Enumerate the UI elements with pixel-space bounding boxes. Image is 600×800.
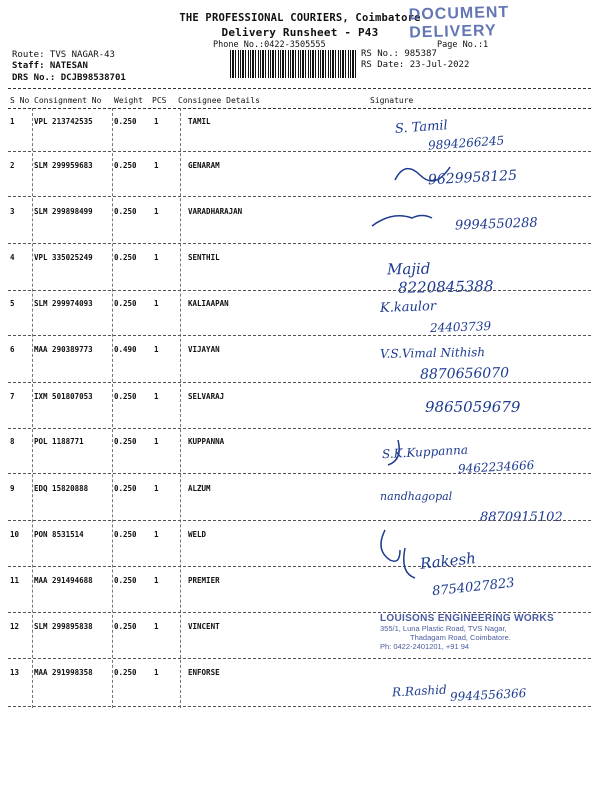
- phone-number: Phone No.:0422-3505555: [213, 40, 326, 50]
- header-top-rule: [8, 88, 591, 89]
- row-pcs: 1: [154, 437, 159, 446]
- signature-phone: 24403739: [429, 318, 492, 336]
- row-divider: [8, 658, 591, 659]
- row-sno: 9: [10, 484, 15, 493]
- document-delivery-stamp: DOCUMENT DELIVERY: [408, 3, 510, 42]
- signature-name: K.kaulor: [379, 299, 437, 316]
- row-divider: [8, 196, 591, 197]
- row-consignment-no: MAA 291494688: [34, 576, 93, 585]
- row-consignee: ENFORSE: [188, 668, 220, 677]
- signature-name: S.K.Kuppanna: [381, 442, 469, 462]
- signature-phone: 8754027823: [431, 575, 516, 600]
- row-pcs: 1: [154, 299, 159, 308]
- row-consignee: WELD: [188, 530, 207, 539]
- col-consignee: Consignee Details: [178, 96, 260, 105]
- row-pcs: 1: [154, 117, 159, 126]
- row-sno: 1: [10, 117, 15, 126]
- row-weight: 0.250: [114, 207, 137, 216]
- sheet-title: Delivery Runsheet - P43: [221, 26, 379, 39]
- staff: Staff: NATESAN: [12, 61, 88, 71]
- row-pcs: 1: [154, 392, 159, 401]
- row-consignee: VIJAYAN: [188, 345, 220, 354]
- signature-phone: 9894266245: [427, 133, 505, 153]
- signature-phone: 9462234666: [457, 458, 535, 476]
- col-weight: Weight: [114, 96, 143, 105]
- signature-name: S. Tamil: [394, 118, 449, 137]
- row-divider: [8, 335, 591, 336]
- row-weight: 0.250: [114, 484, 137, 493]
- signature-phone: 9994550288: [454, 215, 538, 234]
- row-weight: 0.250: [114, 668, 137, 677]
- signature-name: V.S.Vimal Nithish: [379, 345, 486, 361]
- page-number: Page No.:1: [437, 40, 489, 50]
- signature-stroke: [372, 216, 432, 227]
- row-consignment-no: MAA 290389773: [34, 345, 93, 354]
- row-consignment-no: SLM 299974093: [34, 299, 93, 308]
- row-weight: 0.250: [114, 161, 137, 170]
- row-sno: 7: [10, 392, 15, 401]
- row-consignee: KUPPANNA: [188, 437, 225, 446]
- row-consignment-no: VPL 335025249: [34, 253, 93, 262]
- stamp-phone: Ph: 0422-2401201, +91 94: [380, 642, 470, 651]
- row-divider: [8, 428, 591, 429]
- row-divider: [8, 243, 591, 244]
- row-sno: 10: [10, 530, 20, 539]
- row-consignment-no: EDQ 15820888: [34, 484, 89, 493]
- row-consignment-no: MAA 291998358: [34, 668, 93, 677]
- column-rule: [180, 108, 181, 708]
- row-pcs: 1: [154, 576, 159, 585]
- row-pcs: 1: [154, 668, 159, 677]
- barcode: [230, 50, 356, 78]
- row-consignee: PREMIER: [188, 576, 220, 585]
- row-consignee: ALZUM: [188, 484, 211, 493]
- row-divider: [8, 566, 591, 567]
- row-weight: 0.250: [114, 530, 137, 539]
- row-divider: [8, 290, 591, 291]
- signature-name: R.Rashid: [391, 682, 448, 700]
- row-weight: 0.250: [114, 299, 137, 308]
- company-stamp: [380, 613, 590, 651]
- row-consignment-no: SLM 299959683: [34, 161, 93, 170]
- signature-name: Rakesh: [419, 549, 477, 573]
- rs-number: RS No.: 985387: [361, 49, 437, 59]
- row-consignee: SELVARAJ: [188, 392, 225, 401]
- column-rule: [32, 108, 33, 708]
- route: Route: TVS NAGAR-43: [12, 50, 115, 60]
- signature-phone: 9944556366: [449, 686, 527, 704]
- signature-phone: 9629958125: [427, 167, 518, 189]
- col-consignment: Consignment No: [34, 96, 102, 105]
- row-sno: 12: [10, 622, 20, 631]
- row-consignment-no: PON 8531514: [34, 530, 84, 539]
- row-consignee: GENARAM: [188, 161, 220, 170]
- signature-stroke: [381, 530, 400, 561]
- row-weight: 0.250: [114, 622, 137, 631]
- stamp-company-name: LOUISONS ENGINEERING WORKS: [380, 613, 554, 624]
- row-sno: 11: [10, 576, 20, 585]
- row-consignee: VARADHARAJAN: [188, 207, 243, 216]
- row-consignment-no: POL 1188771: [34, 437, 84, 446]
- row-pcs: 1: [154, 207, 159, 216]
- row-pcs: 1: [154, 161, 159, 170]
- row-sno: 3: [10, 207, 15, 216]
- company-title: THE PROFESSIONAL COURIERS, Coimbatore: [179, 12, 421, 24]
- row-pcs: 1: [154, 345, 159, 354]
- row-weight: 0.490: [114, 345, 137, 354]
- row-weight: 0.250: [114, 437, 137, 446]
- stamp-address-2: Thadagam Road, Coimbatore.: [410, 633, 511, 642]
- row-consignment-no: VPL 213742535: [34, 117, 93, 126]
- row-pcs: 1: [154, 622, 159, 631]
- row-consignee: VINCENT: [188, 622, 220, 631]
- row-consignee: TAMIL: [188, 117, 211, 126]
- signature-name: nandhagopal: [380, 490, 453, 503]
- row-divider: [8, 706, 591, 707]
- col-sno: S No: [10, 96, 30, 105]
- signature-name: Majid: [386, 259, 431, 279]
- row-consignee: SENTHIL: [188, 253, 220, 262]
- row-weight: 0.250: [114, 392, 137, 401]
- row-sno: 8: [10, 437, 15, 446]
- row-sno: 4: [10, 253, 15, 262]
- row-divider: [8, 473, 591, 474]
- stamp-address-1: 355/1, Luna Plastic Road, TVS Nagar,: [380, 624, 507, 633]
- row-sno: 6: [10, 345, 15, 354]
- row-divider: [8, 151, 591, 152]
- column-rule: [112, 108, 113, 708]
- row-sno: 5: [10, 299, 15, 308]
- row-divider: [8, 382, 591, 383]
- row-weight: 0.250: [114, 117, 137, 126]
- row-consignment-no: SLM 299898499: [34, 207, 93, 216]
- row-pcs: 1: [154, 530, 159, 539]
- row-consignee: KALIAAPAN: [188, 299, 229, 308]
- signature-phone: 8870915102: [480, 510, 563, 525]
- row-sno: 13: [10, 668, 20, 677]
- row-weight: 0.250: [114, 576, 137, 585]
- row-divider: [8, 520, 591, 521]
- signature-stroke: [404, 548, 415, 578]
- signature-phone: 9865059679: [425, 398, 521, 416]
- header-bottom-rule: [8, 108, 591, 109]
- row-pcs: 1: [154, 253, 159, 262]
- rs-date: RS Date: 23-Jul-2022: [361, 60, 470, 70]
- signature-phone: 8870656070: [419, 365, 510, 383]
- drs-number: DRS No.: DCJB98538701: [12, 73, 126, 83]
- col-pcs: PCS: [152, 96, 167, 105]
- row-pcs: 1: [154, 484, 159, 493]
- signature-phone: 8220845388: [397, 277, 494, 297]
- col-signature: Signature: [370, 96, 414, 105]
- row-consignment-no: SLM 299895838: [34, 622, 93, 631]
- row-weight: 0.250: [114, 253, 137, 262]
- row-sno: 2: [10, 161, 15, 170]
- row-consignment-no: IXM 501807053: [34, 392, 93, 401]
